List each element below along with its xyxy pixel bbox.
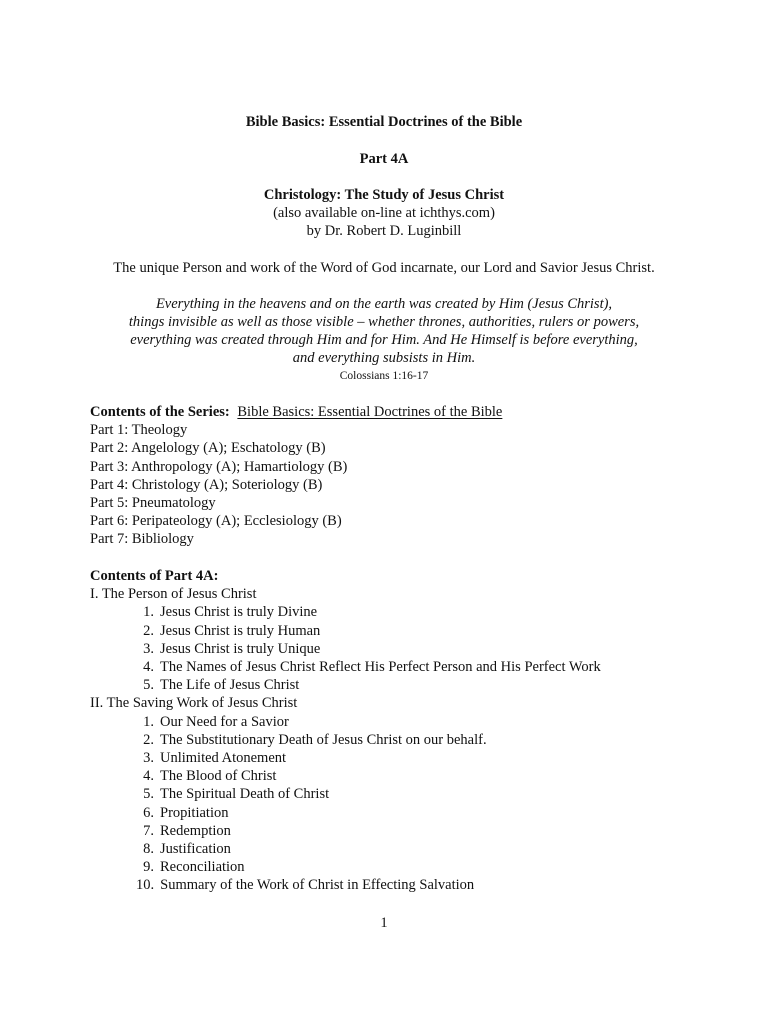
list-item-number: 5. [143, 677, 154, 694]
list-item-number: 5. [143, 786, 154, 803]
list-item-text: Jesus Christ is truly Divine [160, 604, 318, 621]
part-contents-heading: Contents of Part 4A: [90, 568, 219, 584]
part-label: Part 4A [359, 151, 409, 167]
section-title: I. The Person of Jesus Christ [90, 586, 257, 603]
list-item-text: The Blood of Christ [160, 768, 277, 785]
list-item-text: Summary of the Work of Christ in Effecting Salvation [160, 877, 475, 894]
epigraph-line: things invisible as well as those visible – whether thrones, authorities, rulers or powers, [128, 314, 640, 330]
list-item-number: 1. [143, 604, 154, 621]
list-item [90, 785, 730, 803]
epigraph-line: and everything subsists in Him. [292, 350, 476, 366]
list-item [90, 822, 730, 840]
list-item [90, 840, 730, 858]
page-number: 1 [380, 915, 388, 931]
list-item-text: Jesus Christ is truly Human [160, 622, 321, 639]
list-item-text: Reconciliation [160, 859, 245, 876]
list-item-text: Redemption [160, 822, 231, 839]
series-part-item: Part 1: Theology [90, 422, 188, 439]
section-title: II. The Saving Work of Jesus Christ [90, 695, 298, 712]
epigraph-line: Everything in the heavens and on the earth was created by Him (Jesus Christ), [155, 296, 613, 312]
list-item-text: The Substitutionary Death of Jesus Christ on our behalf. [160, 731, 487, 748]
list-item-number: 8. [143, 841, 154, 858]
list-item [90, 749, 730, 767]
list-item [90, 713, 730, 731]
series-contents-heading: Contents of the Series: [90, 404, 230, 420]
list-item [90, 804, 730, 822]
part-contents [90, 567, 730, 895]
study-title: Christology: The Study of Jesus Christ [263, 187, 505, 203]
list-item-text: Our Need for a Savior [160, 713, 289, 730]
list-item [90, 731, 730, 749]
series-contents-heading-line [90, 403, 730, 421]
list-item-number: 3. [143, 640, 154, 657]
series-title: Bible Basics: Essential Doctrines of the Bible [245, 114, 523, 130]
intro-text: The unique Person and work of the Word of God incarnate, our Lord and Savior Jesus Christ. [113, 260, 655, 276]
list-item-text: Unlimited Atonement [160, 750, 287, 767]
list-item-number: 9. [143, 859, 154, 876]
list-item-text: Jesus Christ is truly Unique [160, 640, 321, 657]
list-item-number: 2. [143, 622, 154, 639]
list-item [90, 622, 730, 640]
list-item-text: The Spiritual Death of Christ [160, 786, 330, 803]
availability-note: (also available on-line at ichthys.com) [273, 205, 495, 221]
list-item-number: 2. [143, 731, 154, 748]
list-item [90, 603, 730, 621]
series-name: Bible Basics: Essential Doctrines of the Bible [237, 404, 503, 420]
list-item-number: 4. [143, 768, 154, 785]
author-line: by Dr. Robert D. Luginbill [306, 223, 462, 239]
series-part-item: Part 4: Christology (A); Soteriology (B) [90, 476, 323, 493]
series-part-item: Part 2: Angelology (A); Eschatology (B) [90, 440, 326, 457]
list-item [90, 658, 730, 676]
list-item [90, 676, 730, 694]
list-item-text: The Life of Jesus Christ [160, 677, 300, 694]
list-item-text: Propitiation [160, 804, 229, 821]
list-item [90, 640, 730, 658]
list-item-number: 3. [143, 750, 154, 767]
list-item [90, 858, 730, 876]
list-item [90, 767, 730, 785]
list-item [90, 876, 730, 894]
series-part-item: Part 7: Bibliology [90, 531, 194, 548]
series-contents [90, 403, 730, 549]
epigraph-line: everything was created through Him and for Him. And He Himself is before everything, [130, 332, 638, 348]
list-item-number: 7. [143, 822, 154, 839]
list-item-text: The Names of Jesus Christ Reflect His Perfect Person and His Perfect Work [160, 659, 601, 676]
series-part-item: Part 3: Anthropology (A); Hamartiology (B) [90, 458, 348, 475]
series-part-item: Part 6: Peripateology (A); Ecclesiology (B) [90, 513, 342, 530]
list-item-number: 6. [143, 804, 154, 821]
list-item-number: 10. [136, 877, 155, 894]
list-item-text: Justification [160, 841, 231, 858]
series-part-item: Part 5: Pneumatology [90, 495, 216, 512]
list-item-number: 4. [143, 659, 154, 676]
list-item-number: 1. [143, 713, 154, 730]
epigraph-reference: Colossians 1:16-17 [339, 370, 429, 382]
